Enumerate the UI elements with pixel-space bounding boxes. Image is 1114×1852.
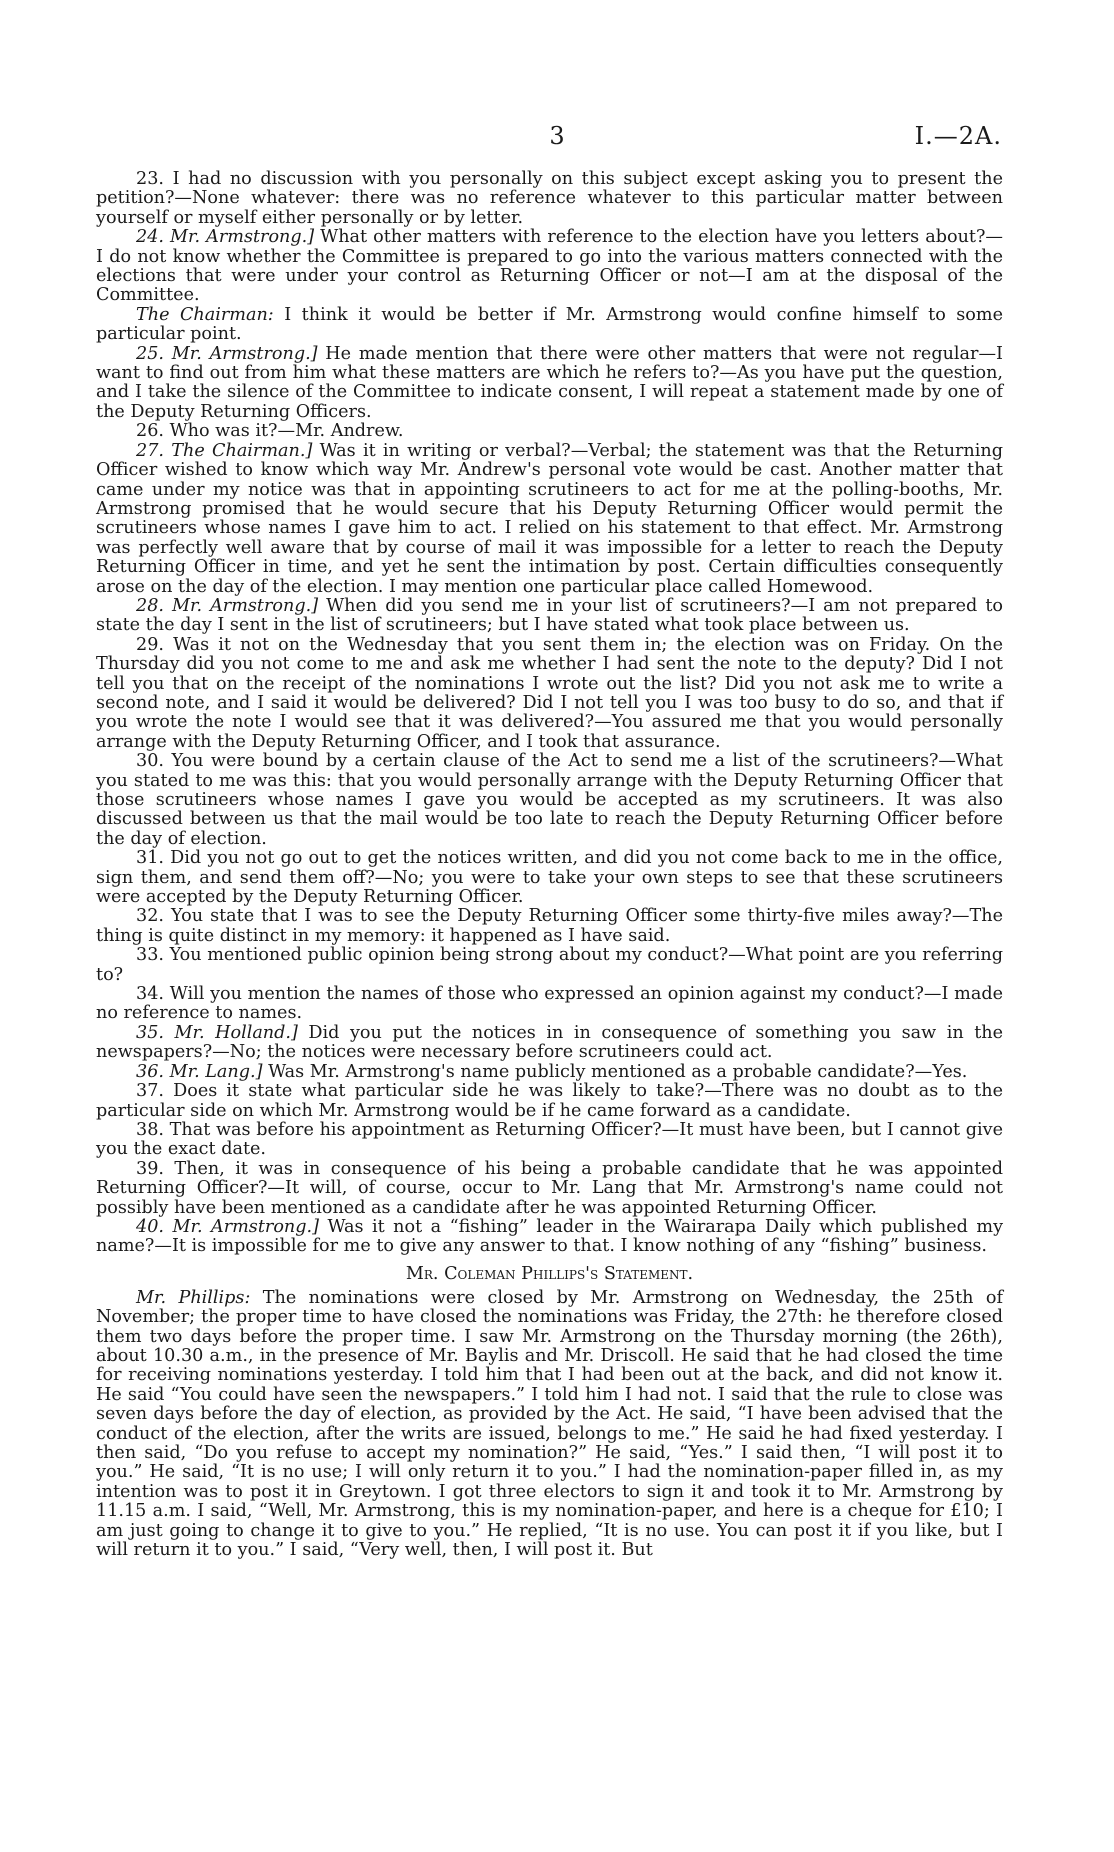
question-paragraph: 27. The Chairman.] Was it in writing or verbal?—Verbal; the statement was that the Returning Officer wished to know which way Mr. Andrew's personal vote would be cast. Another matter that came under my notice was that in appointing scrutineers to act for me at the polling-booths, Mr. Armstrong promised that he would secure that his Deputy Returning Officer would permit the scrutineers whose names I gave him to act. I relied on his statement to that effect. Mr. Armstrong was perfectly well aware that by course of mail it was impossible for a letter to reach the Deputy Returning Officer in time, and yet he sent the intimation by post. Certain difficulties consequently arose on the day of the election. I may mention one particular place called Homewood. <box>96 440 1003 597</box>
question-paragraph: 37. Does it state what particular side he was likely to take?—There was no doubt as to the particular side on which Mr. Armstrong would be if he came forward as a candidate. <box>96 1081 1003 1121</box>
question-paragraph: 34. Will you mention the names of those who expressed an opinion against my conduct?—I made no reference to names. <box>96 984 1003 1024</box>
question-paragraph: 32. You state that I was to see the Deputy Returning Officer some thirty-five miles away?—The thing is quite distinct in my memory: it happened as I have said. <box>96 906 1003 946</box>
section-heading: Mr. Coleman Phillips's Statement. <box>405 1263 694 1284</box>
document-reference: I.—2A. <box>914 122 1002 150</box>
question-paragraph: 35. Mr. Holland.] Did you put the notices in in consequence of something you saw in the newspapers?—No; the notices were necessary before scrutineers could act. <box>96 1022 1004 1063</box>
question-paragraph: 23. I had no discussion with you personally on this subject except asking you to present the petition?—None whatever: there was no reference whatever to this particular matter between yourself or myself either personally or by letter. <box>96 169 1003 228</box>
page-number: 3 <box>549 122 565 150</box>
question-paragraph: 29. Was it not on the Wednesday that you sent them in; the election was on Friday. On the Thursday did you not come to me and ask me whether I had sent the note to the deputy? Did I not tell you that on the receipt of the nominations I wrote out the list? Did you not ask me to write a second note, and I said it would be delivered? Did I not tell you I was too busy to do so, and that if you wrote the note I would see that it was delivered?—You assured me that you would personally arrange with the Deputy Returning Officer, and I took that assurance. <box>96 634 1003 752</box>
question-paragraph: 38. That was before his appointment as Returning Officer?—It must have been, but I cannot give you the exact date. <box>96 1119 1003 1160</box>
question-paragraph: 39. Then, it was in consequence of his being a probable candidate that he was appointed Returning Officer?—It will, of course, occur to Mr. Lang that Mr. Armstrong's name could not possibly have been mentioned as a candidate after he was appointed Returning Officer. <box>96 1158 1003 1218</box>
question-paragraph: 36. Mr. Lang.] Was Mr. Armstrong's name publicly mentioned as a probable candidate?—Yes. <box>136 1061 968 1082</box>
question-paragraph: 30. You were bound by a certain clause of the Act to send me a list of the scrutineers?—What you stated to me was this: that you would personally arrange with the Deputy Returning Officer that those scrutineers whose names I gave you would be accepted as my scrutineers. It was also discussed between us that the mail would be too late to reach the Deputy Returning Officer before the day of election. <box>96 751 1003 849</box>
statement-paragraph: Mr. Phillips: The nominations were closed by Mr. Armstrong on Wednesday, the 25th of November; the proper time to have closed the nominations was Friday, the 27th: he therefore closed them two days before the proper time. I saw Mr. Armstrong on the Thursday morning (the 26th), about 10.30 a.m., in the presence of Mr. Baylis and Mr. Driscoll. He said that he had closed the time for receiving nominations yesterday. I told him that I had been out at the back, and did not know it. He said “You could have seen the newspapers.” I told him I had not. I said that the rule to close was seven days before the day of election, as provided by the Act. He said, “I have been advised that the conduct of the election, after the writs are issued, belongs to me.” He said he had fixed yesterday. I then said, “Do you refuse to accept my nomination?” He said, “Yes.” I said then, “I will post it to you.” He said, “It is no use; I will only return it to you.” I had the nomination-paper filled in, as my intention was to post it in Greytown. I got three electors to sign it and took it to Mr. Armstrong by 11.15 a.m. I said, “Well, Mr. Armstrong, this is my nomination-paper, and here is a cheque for £10; I am just going to change it to give to you.” He replied, “It is no use. You can post it if you like, but I will return it to you.” I said, “Very well, then, I will post it. But <box>96 1287 1003 1561</box>
question-paragraph: 33. You mentioned public opinion being strong about my conduct?—What point are you referring to? <box>96 945 1003 985</box>
question-paragraph: 40. Mr. Armstrong.] Was it not a “fishing” leader in the Wairarapa Daily which published my name?—It is impossible for me to give any answer to that. I know nothing of any “fishing” business. <box>96 1216 1004 1257</box>
page-body <box>96 170 1003 1560</box>
chairman-remark: The Chairman: I think it would be better if Mr. Armstrong would confine himself to some particular point. <box>96 304 1003 345</box>
question-paragraph: 25. Mr. Armstrong.] He made mention that there were other matters that were not regular—I want to find out from him what these matters are which he refers to?—As you have put the question, and I take the silence of the Committee to indicate consent, I will repeat a statement made by one of the Deputy Returning Officers. <box>96 343 1003 422</box>
question-paragraph: 28. Mr. Armstrong.] When did you send me in your list of scrutineers?—I am not prepared to state the day I sent in the list of scrutineers; but I have stated what took place between us. <box>96 595 1003 636</box>
question-paragraph: 26. Who was it?—Mr. Andrew. <box>136 421 404 442</box>
question-paragraph: 31. Did you not go out to get the notices written, and did you not come back to me in the office, sign them, and send them off?—No; you were to take your own steps to see that these scrutineers were accepted by the Deputy Returning Officer. <box>96 848 1003 908</box>
question-paragraph: 24. Mr. Armstrong.] What other matters with reference to the election have you letters about?—I do not know whether the Committee is prepared to go into the various matters connected with the elections that were under your control as Returning Officer or not—I am at the disposal of the Committee. <box>96 227 1003 306</box>
